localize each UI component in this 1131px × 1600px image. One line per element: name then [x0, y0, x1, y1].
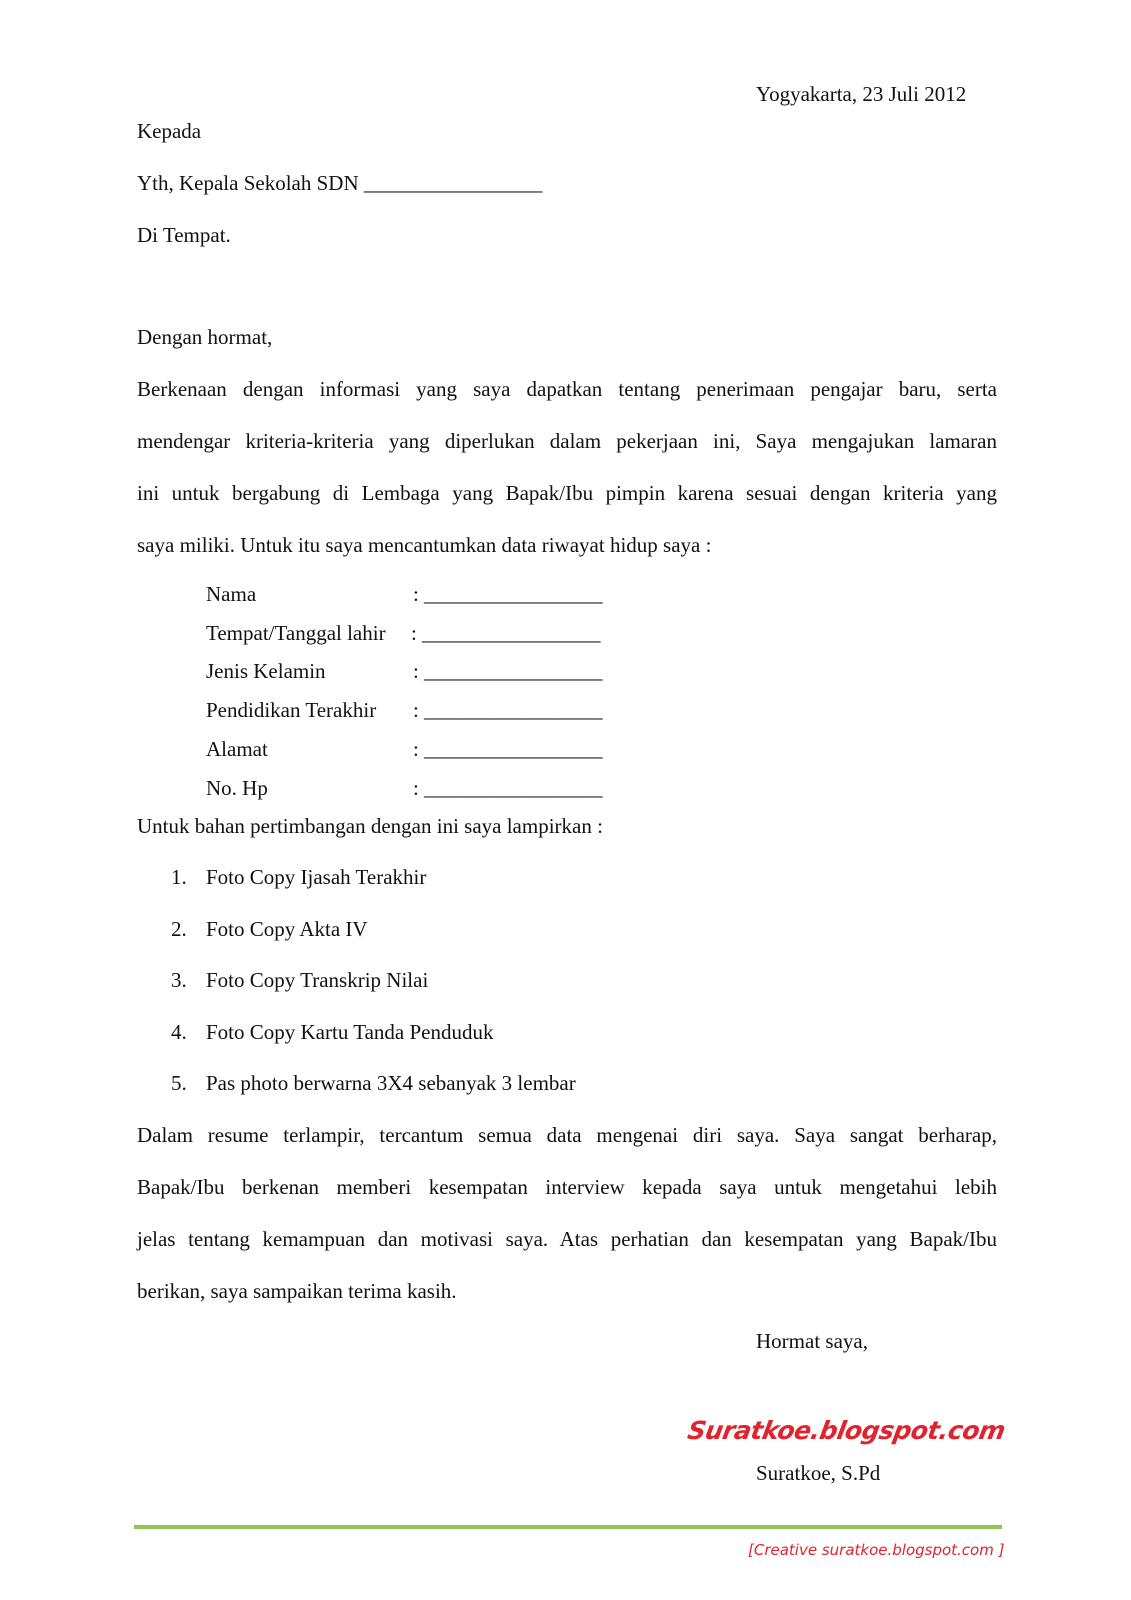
field-colon: : — [413, 737, 419, 761]
list-item-number: 2. — [171, 917, 187, 941]
recipient-to: Kepada — [137, 119, 202, 143]
field-colon: : — [413, 582, 419, 606]
field-blank-no-hp: _________________ — [424, 776, 603, 800]
list-item: Pas photo berwarna 3X4 sebanyak 3 lembar — [206, 1071, 576, 1095]
recipient-location: Di Tempat. — [137, 223, 231, 247]
field-colon: : — [413, 659, 419, 683]
field-label-jenis-kelamin: Jenis Kelamin — [206, 659, 326, 683]
list-item: Foto Copy Kartu Tanda Penduduk — [206, 1020, 494, 1044]
opening-line: saya miliki. Untuk itu saya mencantumkan data riwayat hidup saya : — [137, 533, 712, 557]
signature: Suratkoe.blogspot.com — [685, 1416, 1008, 1445]
closing-line: Dalam resume terlampir, tercantum semua data mengenai diri saya. Saya sangat berharap, — [137, 1123, 997, 1147]
footer-credit: [Creative suratkoe.blogspot.com ] — [748, 1541, 1005, 1559]
greeting: Dengan hormat, — [137, 325, 273, 349]
list-item-number: 4. — [171, 1020, 187, 1044]
list-item: Foto Copy Akta IV — [206, 917, 368, 941]
field-blank-tempat-tanggal-lahir: _________________ — [422, 621, 601, 645]
list-item: Foto Copy Transkrip Nilai — [206, 968, 429, 992]
field-colon: : — [411, 621, 417, 645]
footer-divider — [134, 1525, 1002, 1529]
opening-line: ini untuk bergabung di Lembaga yang Bapak/Ibu pimpin karena sesuai dengan kriteria yang — [137, 481, 997, 505]
field-label-no-hp: No. Hp — [206, 776, 268, 800]
opening-paragraph — [137, 379, 997, 587]
field-blank-alamat: _________________ — [424, 737, 603, 761]
closing-line: jelas tentang kemampuan dan motivasi saya. Atas perhatian dan kesempatan yang Bapak/Ibu — [137, 1227, 997, 1251]
field-blank-jenis-kelamin: _________________ — [424, 659, 603, 683]
signer-name: Suratkoe, S.Pd — [756, 1461, 881, 1485]
place-date: Yogyakarta, 23 Juli 2012 — [756, 82, 967, 106]
opening-line: Berkenaan dengan informasi yang saya dapatkan tentang penerimaan pengajar baru, serta — [137, 377, 997, 401]
field-colon: : — [413, 776, 419, 800]
field-colon: : — [413, 698, 419, 722]
closing-paragraph — [137, 1125, 997, 1333]
recipient-addressee: Yth, Kepala Sekolah SDN _________________ — [137, 171, 543, 195]
attachments-intro: Untuk bahan pertimbangan dengan ini saya lampirkan : — [137, 814, 603, 838]
field-blank-pendidikan-terakhir: _________________ — [424, 698, 603, 722]
closing-line: berikan, saya sampaikan terima kasih. — [137, 1279, 457, 1303]
regards: Hormat saya, — [756, 1329, 868, 1353]
list-item: Foto Copy Ijasah Terakhir — [206, 865, 427, 889]
field-label-pendidikan-terakhir: Pendidikan Terakhir — [206, 698, 377, 722]
field-blank-nama: _________________ — [424, 582, 603, 606]
field-label-alamat: Alamat — [206, 737, 268, 761]
list-item-number: 1. — [171, 865, 187, 889]
field-label-nama: Nama — [206, 582, 257, 606]
field-label-tempat-tanggal-lahir: Tempat/Tanggal lahir — [206, 621, 386, 645]
list-item-number: 5. — [171, 1071, 187, 1095]
closing-line: Bapak/Ibu berkenan memberi kesempatan interview kepada saya untuk mengetahui lebih — [137, 1175, 997, 1199]
opening-line: mendengar kriteria-kriteria yang diperlukan dalam pekerjaan ini, Saya mengajukan lamaran — [137, 429, 997, 453]
list-item-number: 3. — [171, 968, 187, 992]
